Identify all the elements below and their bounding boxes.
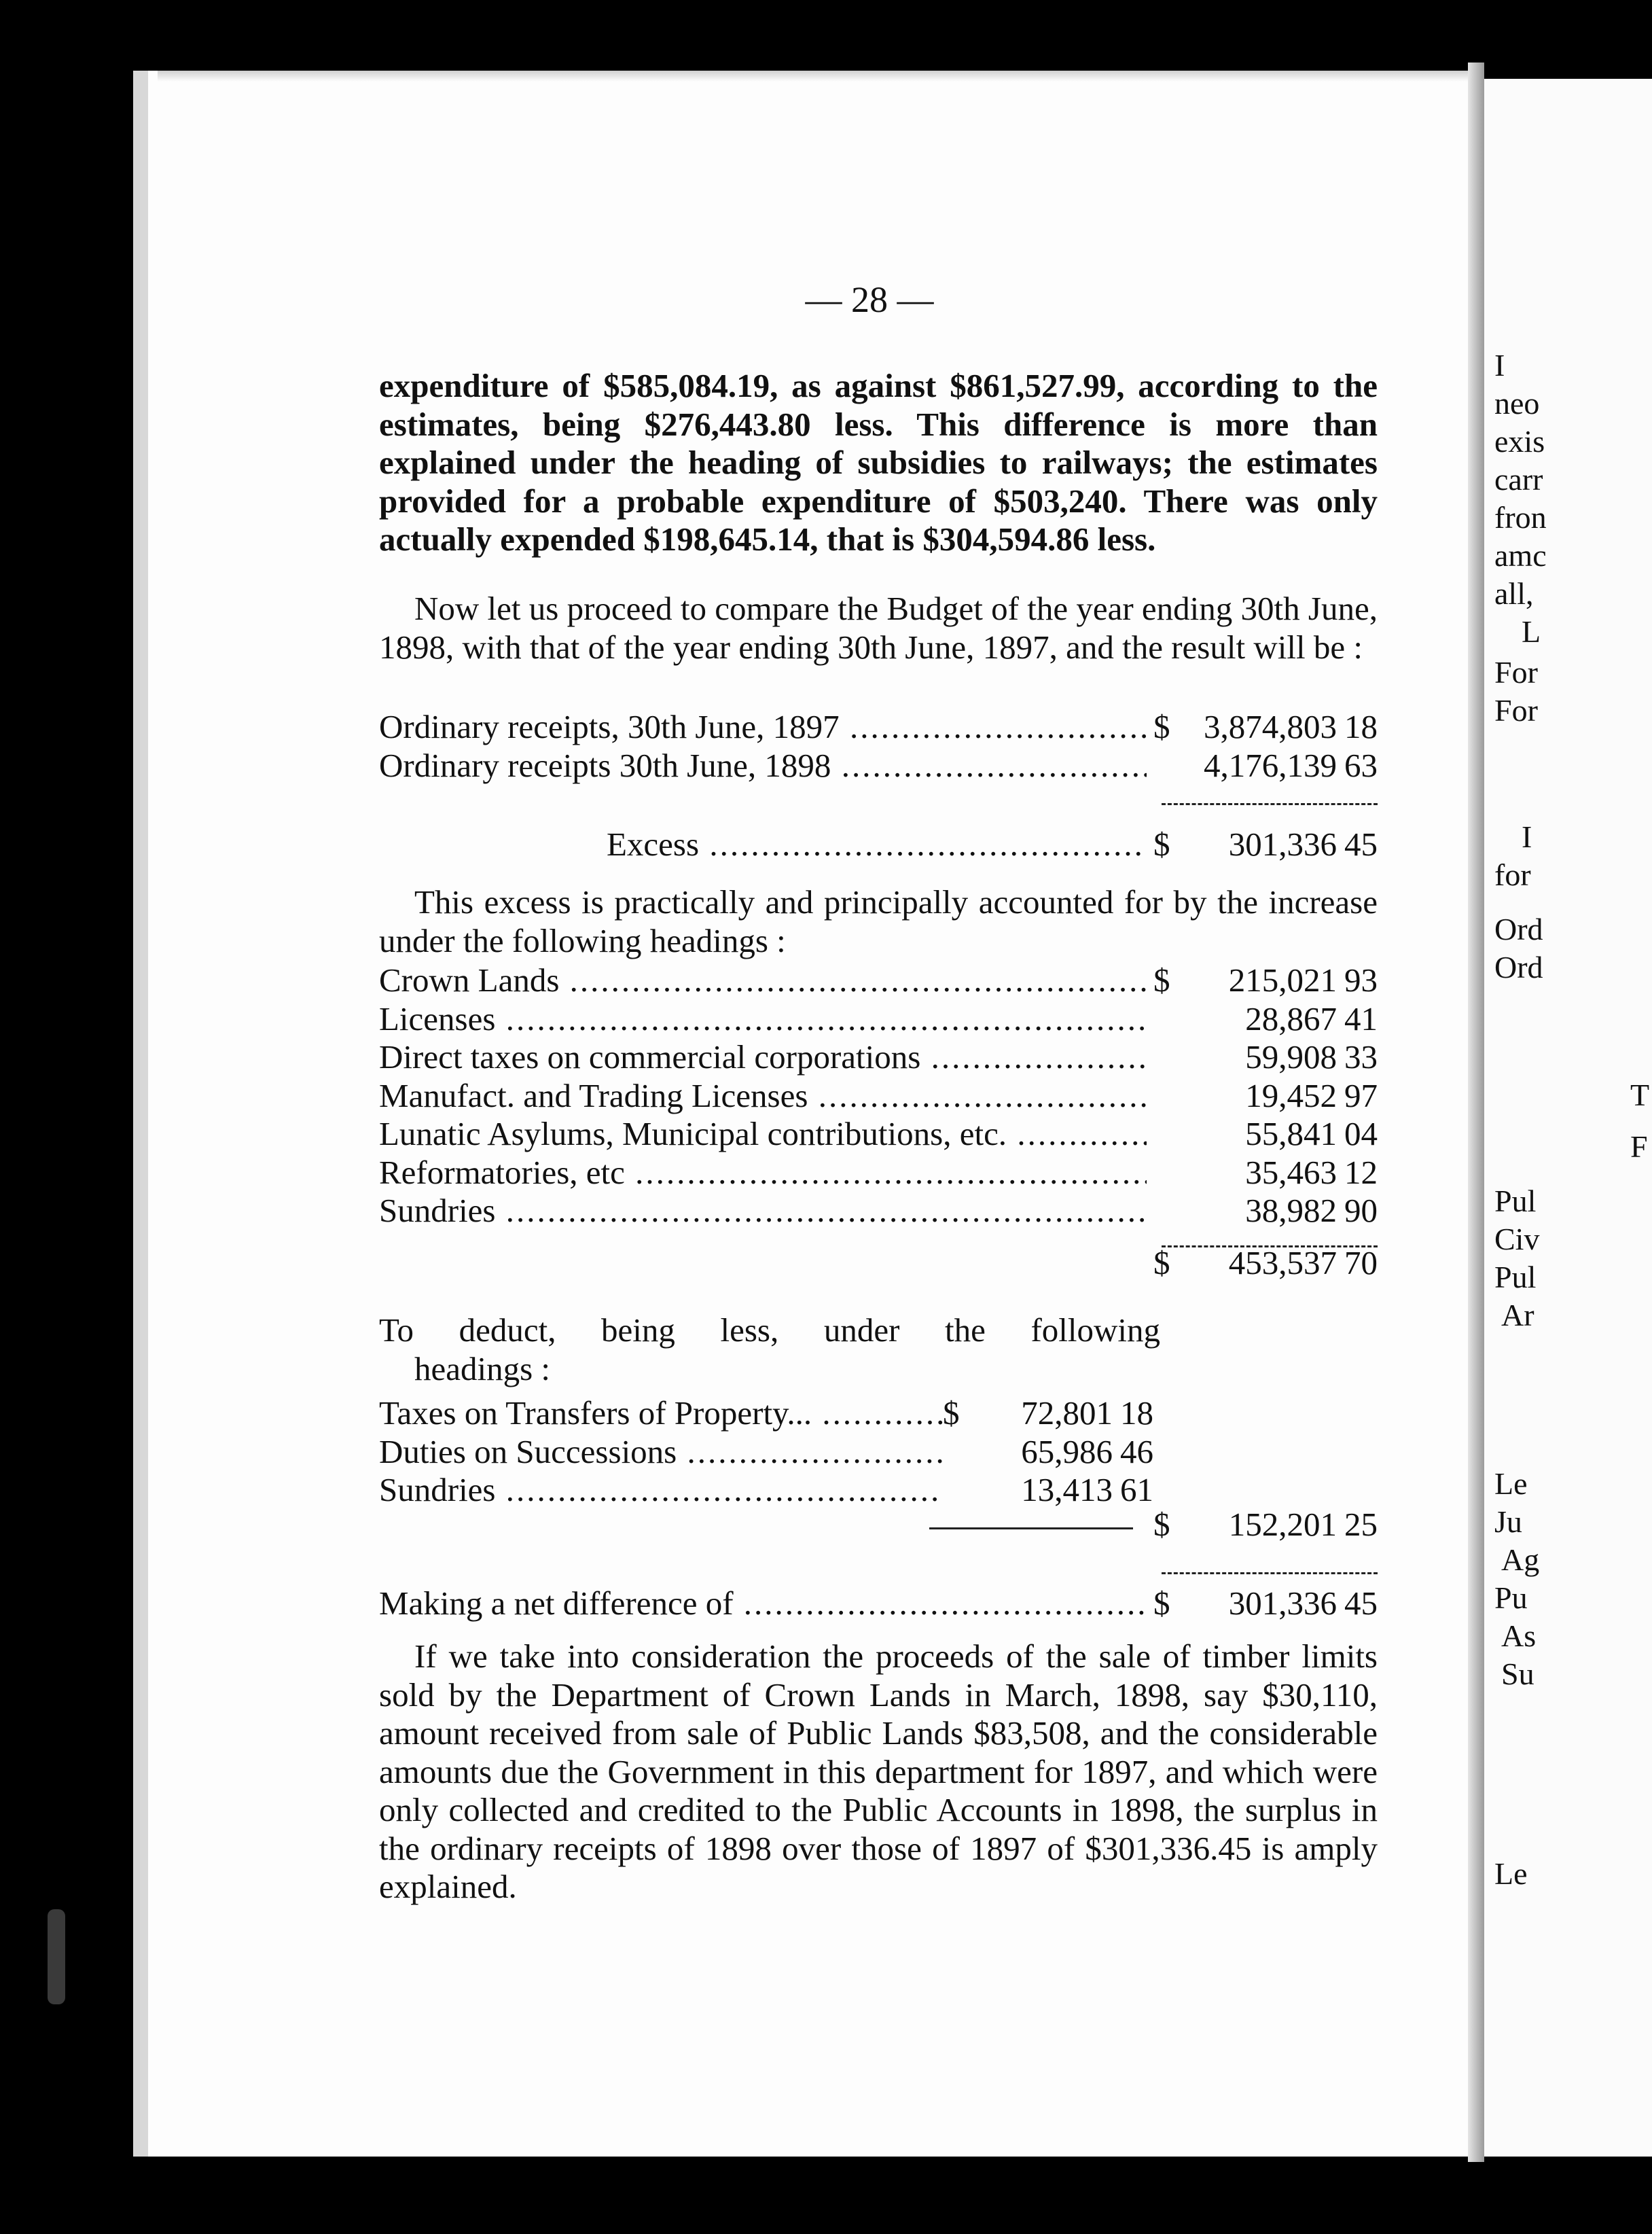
decrease-label: Sundries <box>379 1471 496 1508</box>
right-fragment: As <box>1501 1618 1537 1653</box>
increase-row <box>379 1115 1378 1154</box>
right-fragment: Le <box>1494 1466 1528 1501</box>
right-fragment: Ju <box>1494 1504 1522 1539</box>
amount: 59,908 <box>1245 1038 1337 1076</box>
cents: 61 <box>1120 1471 1153 1508</box>
right-fragment: Pu <box>1494 1580 1528 1615</box>
decrease-row <box>379 1394 1378 1433</box>
paragraph-2: Now let us proceed to compare the Budget of the year ending 30th June, 1898, with that of the year ending 30th June, 1897, and the result will be : <box>379 590 1378 666</box>
excess-label: Excess <box>607 826 700 863</box>
right-fragment: neo <box>1494 386 1540 421</box>
amount: 19,452 <box>1245 1076 1337 1114</box>
amount: 65,986 <box>1021 1432 1113 1470</box>
right-fragment: Ord <box>1494 912 1543 946</box>
cents: 18 <box>1120 1394 1153 1432</box>
cents: 93 <box>1344 961 1378 999</box>
scan-smudge <box>48 1909 65 2004</box>
right-fragment: F <box>1630 1129 1648 1164</box>
right-fragment: Pul <box>1494 1184 1537 1218</box>
increase-label: Sundries <box>379 1192 496 1229</box>
dollar-sign: $ <box>1153 1505 1170 1543</box>
paragraph-3: This excess is practically and principally accounted for by the increase under the following headings : <box>379 883 1378 959</box>
increase-label: Licenses <box>379 999 496 1038</box>
net-difference <box>379 1584 1378 1623</box>
amount: 38,982 <box>1245 1192 1337 1229</box>
increase-row <box>379 1192 1378 1230</box>
decrease-label: Taxes on Transfers of Property... <box>379 1394 812 1432</box>
increase-row <box>379 1077 1378 1116</box>
right-fragment: for <box>1494 857 1531 892</box>
para-compare <box>379 590 1378 667</box>
increase-label: Reformatories, etc <box>379 1153 625 1191</box>
right-fragment: all, <box>1494 576 1534 611</box>
right-fragment: I <box>1494 348 1505 383</box>
amount: 3,874,803 <box>1204 708 1337 745</box>
receipts-row-1898 <box>379 747 1378 785</box>
amount: 215,021 <box>1228 961 1337 999</box>
cents: 33 <box>1344 1038 1378 1076</box>
net-row <box>379 1584 1378 1623</box>
right-fragment: For <box>1494 693 1538 728</box>
right-fragment: Ag <box>1501 1542 1540 1577</box>
amount: 301,336 <box>1228 826 1337 863</box>
cents: 18 <box>1344 708 1378 745</box>
cents: 45 <box>1344 826 1378 863</box>
increase-label: Crown Lands <box>379 961 560 999</box>
para-conclusion <box>379 1637 1378 1907</box>
increase-row <box>379 1000 1378 1039</box>
right-fragment: T <box>1630 1078 1650 1112</box>
deduct-intro-line2: headings : <box>414 1349 551 1387</box>
cents: 90 <box>1344 1192 1378 1229</box>
cents: 25 <box>1344 1505 1378 1543</box>
amount: 28,867 <box>1245 999 1337 1038</box>
excess-row <box>607 826 1378 864</box>
page-edge <box>1468 63 1484 2162</box>
dollar-sign: $ <box>1153 961 1170 999</box>
right-fragment: L <box>1522 614 1541 649</box>
cents: 45 <box>1344 1584 1378 1622</box>
net-label: Making a net difference of <box>379 1584 734 1622</box>
right-fragment: Ar <box>1501 1298 1534 1332</box>
amount: 55,841 <box>1245 1115 1337 1152</box>
sum-rule <box>1162 1572 1378 1574</box>
paragraph-4: If we take into consideration the proceeds of the sale of timber limits sold by the Department of Crown Lands in March, 1898, say $30,110, amount received from sale of Public Lands $83,508, and the considerable amounts due the Government in this department for 1897, and which were only collected and credited to the Public Accounts in 1898, the surplus in the ordinary receipts of 1898 over those of 1897 of $301,336.45 is amply explained. <box>379 1637 1378 1905</box>
cents: 46 <box>1120 1432 1153 1470</box>
dollar-sign: $ <box>943 1394 960 1432</box>
increase-row <box>379 961 1378 1000</box>
para-expenditure <box>379 367 1378 559</box>
amount: 4,176,139 <box>1204 746 1337 784</box>
increases-table <box>379 961 1378 1282</box>
cents: 97 <box>1344 1076 1378 1114</box>
page-number: — 28 — <box>805 279 934 320</box>
amount: 152,201 <box>1228 1505 1337 1543</box>
amount: 301,336 <box>1228 1584 1337 1622</box>
sum-rule <box>1162 803 1378 805</box>
amount: 72,801 <box>1021 1394 1113 1432</box>
increase-row <box>379 1038 1378 1077</box>
right-fragment: amc <box>1494 538 1547 573</box>
right-fragment: Le <box>1494 1856 1528 1891</box>
right-fragment: Pul <box>1494 1260 1537 1294</box>
right-fragment: For <box>1494 655 1538 690</box>
decrease-label: Duties on Successions <box>379 1432 677 1470</box>
receipts-label: Ordinary receipts, 30th June, 1897 <box>379 708 840 745</box>
increase-label: Manufact. and Trading Licenses <box>379 1076 808 1114</box>
right-fragment: fron <box>1494 500 1547 535</box>
cents: 41 <box>1344 999 1378 1038</box>
right-fragment: exis <box>1494 424 1545 459</box>
increase-label: Direct taxes on commercial corporations <box>379 1038 921 1076</box>
paragraph-1: expenditure of $585,084.19, as against $861,527.99, according to the estimates, being $276,443.80 less. This difference is more than explained under the heading of subsidies to railways; the estimates provided for a probable expenditure of $503,240. There was only actually expended $198,645.14, that is $304,594.86 less. <box>379 367 1378 558</box>
decrease-row <box>379 1471 1378 1510</box>
right-fragment: Ord <box>1494 950 1543 985</box>
receipts-table <box>379 708 1378 864</box>
right-fragment: carr <box>1494 462 1543 497</box>
increase-total-row <box>379 1244 1378 1283</box>
decrease-total-row <box>379 1506 1378 1544</box>
amount: 453,537 <box>1228 1243 1337 1281</box>
decrease-row <box>379 1433 1378 1472</box>
cents: 12 <box>1344 1153 1378 1191</box>
dollar-sign: $ <box>1153 708 1170 745</box>
decreases-table <box>379 1394 1378 1544</box>
deduct-intro-line1: To deduct, being less, under the following <box>379 1311 1160 1349</box>
increase-row <box>379 1154 1378 1192</box>
dollar-sign: $ <box>1153 826 1170 863</box>
right-fragment: Su <box>1501 1656 1534 1691</box>
cents: 04 <box>1344 1115 1378 1152</box>
right-fragment: Civ <box>1494 1222 1540 1256</box>
cents: 63 <box>1344 746 1378 784</box>
dollar-sign: $ <box>1153 1584 1170 1622</box>
dollar-sign: $ <box>1153 1243 1170 1281</box>
amount: 35,463 <box>1245 1153 1337 1191</box>
amount: 13,413 <box>1021 1471 1113 1508</box>
cents: 70 <box>1344 1243 1378 1281</box>
para-excess <box>379 883 1378 960</box>
receipts-label: Ordinary receipts 30th June, 1898 <box>379 746 831 784</box>
right-fragment: I <box>1522 819 1532 854</box>
deduct-intro <box>379 1311 1160 1388</box>
increase-label: Lunatic Asylums, Municipal contributions, etc. <box>379 1115 1007 1152</box>
receipts-row-1897 <box>379 708 1378 747</box>
